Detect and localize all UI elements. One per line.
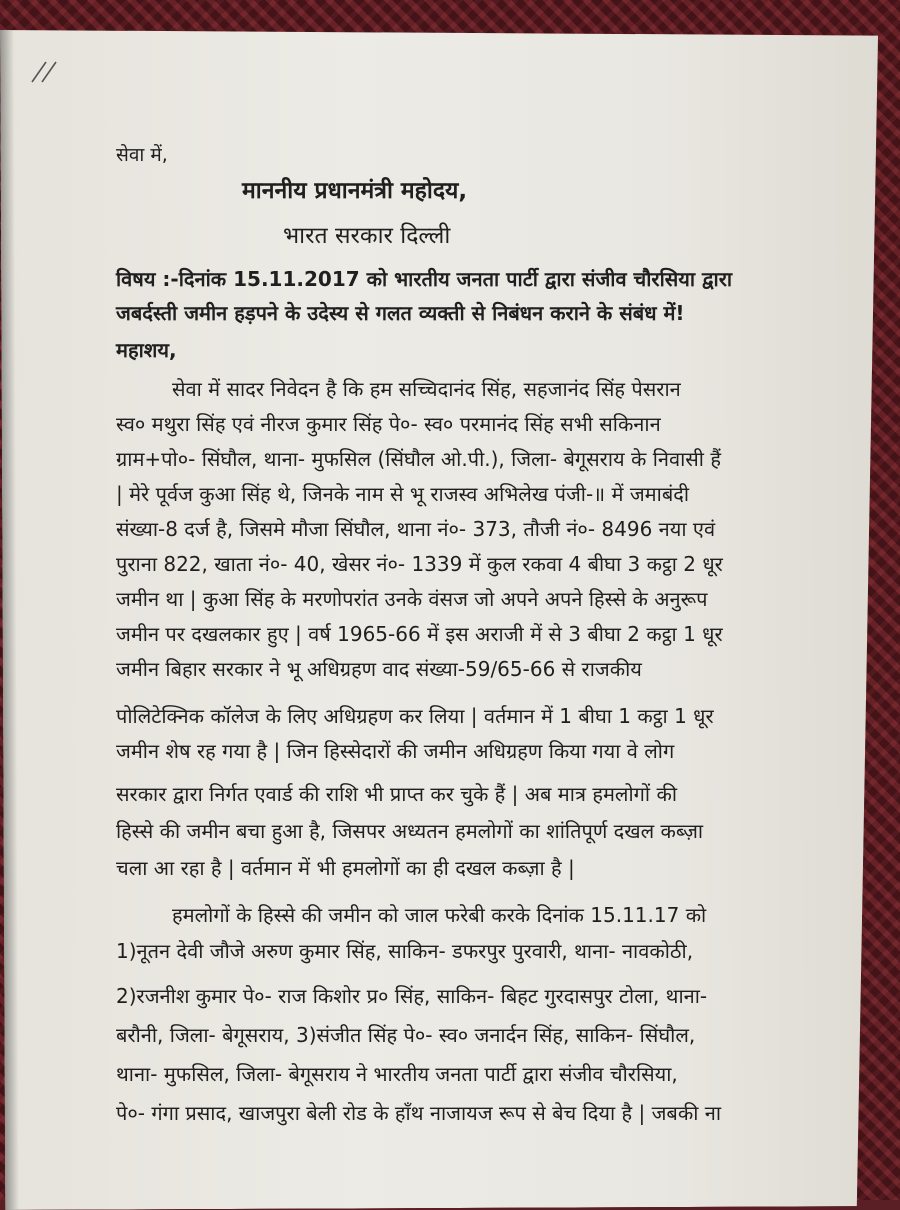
addressee-line2: भारत सरकार दिल्ली — [283, 223, 451, 249]
salutation-to: सेवा में, — [116, 144, 168, 166]
body-line: जमीन बिहार सरकार ने भू अधिग्रहण वाद संख्या-59/65-66 से राजकीय — [116, 657, 642, 681]
body-line: जमीन शेष रह गया है | जिन हिस्सेदारों की जमीन अधिग्रहण किया गया वे लोग — [116, 739, 675, 763]
body-line: पे०- गंगा प्रसाद, खाजपुरा बेली रोड के हाँथ नाजायज रूप से बेच दिया है | जबकी ना — [116, 1101, 722, 1125]
body-line: जमीन था | कुआ सिंह के मरणोपरांत उनके वंसज जो अपने अपने हिस्से के अनुरूप — [116, 587, 708, 611]
body-line: ग्राम+पो०- सिंघौल, थाना- मुफसिल (सिंघौल ओ.पी.), जिला- बेगूसराय के निवासी हैं — [116, 447, 721, 471]
addressee-line1: माननीय प्रधानमंत्री महोदय, — [242, 178, 468, 204]
body-line: स्व० मथुरा सिंह एवं नीरज कुमार सिंह पे०- स्व० परमानंद सिंह सभी सकिनान — [116, 412, 661, 436]
body-line: पुराना 822, खाता नं०- 40, खेसर नं०- 1339 में कुल रकवा 4 बीघा 3 कट्ठा 2 धूर — [116, 552, 723, 576]
body-line: 1)नूतन देवी जौजे अरुण कुमार सिंह, साकिन- डफरपुर पुरवारी, थाना- नावकोठी, — [116, 939, 694, 963]
body-line: संख्या-8 दर्ज है, जिसमे मौजा सिंघौल, थाना नं०- 373, तौजी नं०- 8496 नया एवं — [116, 517, 716, 541]
body-line: बरौनी, जिला- बेगूसराय, 3)संजीत सिंह पे०- स्व० जनार्दन सिंह, साकिन- सिंघौल, — [116, 1023, 696, 1047]
greeting: महाशय, — [116, 338, 177, 362]
body-line: थाना- मुफसिल, जिला- बेगूसराय ने भारतीय जनता पार्टी द्वारा संजीव चौरसिया, — [116, 1062, 678, 1086]
body-line: 2)रजनीश कुमार पे०- राज किशोर प्र० सिंह, साकिन- बिहट गुरदासपुर टोला, थाना- — [116, 984, 708, 1008]
body-line: चला आ रहा है | वर्तमान में भी हमलोगों का ही दखल कब्ज़ा है | — [116, 856, 575, 880]
body-line: | मेरे पूर्वज कुआ सिंह थे, जिनके नाम से भू राजस्व अभिलेख पंजी-॥ में जमाबंदी — [116, 482, 690, 506]
subject-line1: विषय :-दिनांक 15.11.2017 को भारतीय जनता पार्टी द्वारा संजीव चौरसिया द्वारा — [116, 267, 733, 291]
subject-line2: जबर्दस्ती जमीन हड़पने के उदेस्य से गलत व्यक्ती से निबंधन कराने के संबंध में! — [116, 301, 685, 325]
pen-mark-icon — [30, 58, 60, 84]
body-line: सेवा में सादर निवेदन है कि हम सच्चिदानंद सिंह, सहजानंद सिंह पेसरान — [172, 377, 681, 401]
body-line: सरकार द्वारा निर्गत एवार्ड की राशि भी प्राप्त कर चुके हैं | अब मात्र हमलोगों की — [116, 782, 677, 806]
body-line: हिस्से की जमीन बचा हुआ है, जिसपर अध्यतन हमलोगों का शांतिपूर्ण दखल कब्ज़ा — [116, 819, 704, 843]
body-line: पोलिटेक्निक कॉलेज के लिए अधिग्रहण कर लिया | वर्तमान में 1 बीघा 1 कट्ठा 1 धूर — [116, 704, 714, 728]
body-line: जमीन पर दखलकार हुए | वर्ष 1965-66 में इस अराजी में से 3 बीघा 2 कट्ठा 1 धूर — [116, 622, 723, 646]
body-line: हमलोगों के हिस्से की जमीन को जाल फरेबी करके दिनांक 15.11.17 को — [172, 903, 707, 927]
